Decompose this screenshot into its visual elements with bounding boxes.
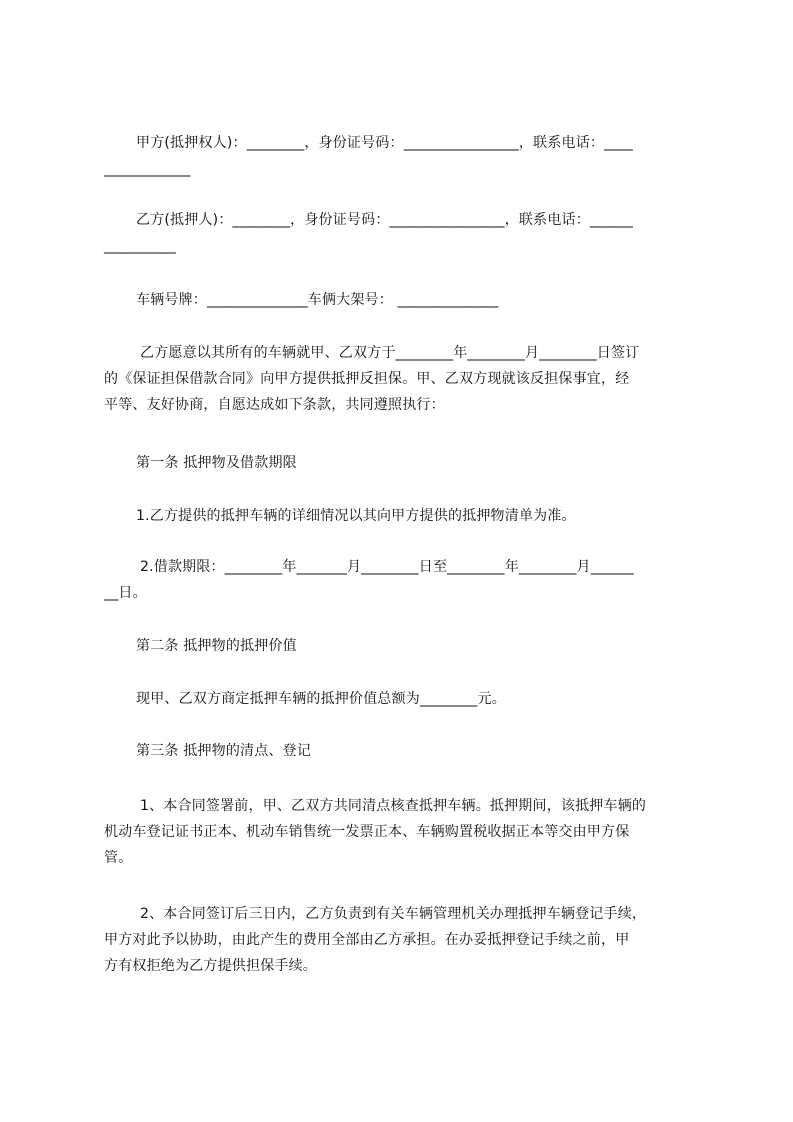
article-3-item-1-line-3: 管。 <box>104 850 133 866</box>
article-3-item-1-line-2: 机动车登记证书正本、机动车销售统一发票正本、车辆购置税收据正本等交由甲方保 <box>104 824 630 840</box>
party-b-info <box>104 207 704 259</box>
article-3-item-2 <box>104 901 704 979</box>
party-b-line-1: 乙方(抵押人)：________，身份证号码：________________，联系电话：______ <box>136 212 634 228</box>
article-3-item-1-line-1: 1、本合同签署前，甲、乙双方共同清点核查抵押车辆。抵押期间，该抵押车辆的 <box>140 798 647 814</box>
preamble-line-1: 乙方愿意以其所有的车辆就甲、乙双方于________年________月________日签订 <box>140 345 640 361</box>
vehicle-info <box>104 287 704 313</box>
article-3-title: 第三条 抵押物的清点、登记 <box>136 743 312 759</box>
article-3-item-2-line-3: 方有权拒绝为乙方提供担保手续。 <box>104 958 317 974</box>
vehicle-line-1: 车辆号牌：______________车俩大架号： ______________ <box>136 292 499 308</box>
party-a-info <box>104 130 704 182</box>
party-b-line-2: __________ <box>104 238 176 254</box>
article-1-item-2-line-1: 2.借款期限：________年_______月________日至________年________月______ <box>140 559 634 575</box>
preamble-line-2: 的《保证担保借款合同》向甲方提供抵押反担保。甲、乙双方现就该反担保事宜，经 <box>104 371 630 387</box>
article-2-title: 第二条 抵押物的抵押价值 <box>136 638 297 654</box>
party-a-line-2: ____________ <box>104 161 191 177</box>
article-3-item-2-line-2: 甲方对此予以协助，由此产生的费用全部由乙方承担。在办妥抵押登记手续之前，甲 <box>104 932 630 948</box>
article-3-item-1 <box>104 793 704 871</box>
preamble-line-3: 平等、友好协商，自愿达成如下条款，共同遵照执行： <box>104 397 445 413</box>
article-1-title: 第一条 抵押物及借款期限 <box>136 455 297 471</box>
article-3-item-2-line-1: 2、本合同签订后三日内，乙方负责到有关车辆管理机关办理抵押车辆登记手续， <box>140 906 647 922</box>
article-1-item-1: 1.乙方提供的抵押车辆的详细情况以其向甲方提供的抵押物清单为准。 <box>136 508 576 524</box>
party-a-line-1: 甲方(抵押权人)：________，身份证号码：________________，联系电话：____ <box>136 135 633 151</box>
article-1-item-2-line-2: __日。 <box>104 585 147 601</box>
article-2-text: 现甲、乙双方商定抵押车辆的抵押价值总额为________元。 <box>136 691 506 707</box>
preamble-paragraph <box>104 340 704 418</box>
article-1-item-2 <box>104 554 704 606</box>
